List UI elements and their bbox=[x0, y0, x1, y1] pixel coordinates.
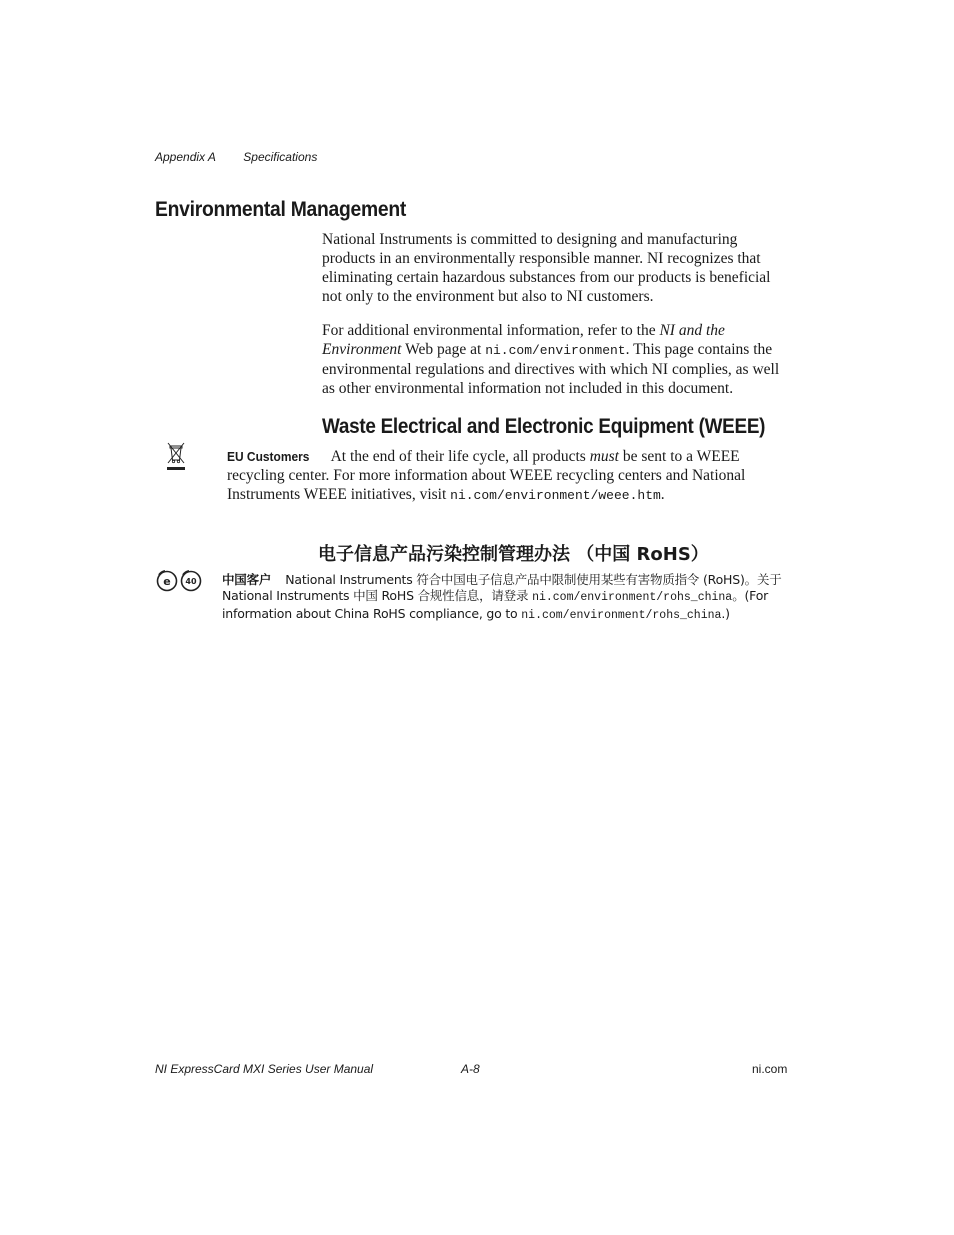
china-rohs-paragraph bbox=[222, 572, 792, 624]
running-header bbox=[155, 150, 317, 164]
china-customers-label: 中国客户 bbox=[222, 572, 272, 587]
rohs-china-link-1[interactable]: ni.com/environment/rohs_china bbox=[532, 591, 733, 604]
rohs-40-text: 40 bbox=[185, 577, 197, 586]
rohs-china-link-2[interactable]: ni.com/environment/rohs_china bbox=[521, 609, 722, 622]
env-para-2-italic: NI and the Environment bbox=[322, 322, 725, 358]
weee-paragraph bbox=[227, 447, 787, 505]
eu-customers-label: EU Customers bbox=[227, 449, 310, 464]
china-text-c: .) bbox=[721, 606, 730, 621]
rohs-e-icon bbox=[158, 571, 177, 591]
rohs-40-icon bbox=[182, 571, 201, 591]
footer-manual-title: NI ExpressCard MXI Series User Manual bbox=[155, 1062, 374, 1076]
china-rohs-icons bbox=[156, 569, 202, 593]
weee-link[interactable]: ni.com/environment/weee.htm bbox=[450, 488, 661, 503]
env-para-2-text-a: For additional environmental information, refer to the bbox=[322, 322, 660, 339]
header-section: Specifications bbox=[243, 150, 318, 164]
weee-bin-icon bbox=[164, 440, 188, 472]
weee-text-italic: must bbox=[589, 448, 619, 465]
env-para-2 bbox=[322, 321, 786, 398]
rohs-e-text: e bbox=[163, 575, 171, 588]
weee-text-b: be sent to a WEEE recycling center. For more information about WEEE recycling centers and National Instruments WEEE initiatives, visit bbox=[227, 448, 746, 503]
header-chapter: Appendix A bbox=[155, 150, 216, 164]
environment-link[interactable]: ni.com/environment bbox=[485, 343, 626, 358]
weee-text-c: . bbox=[660, 486, 665, 503]
env-para-2-text-c: . This page contains the environmental regulations and directives with which NI complies, as well as other environmental information not included in this document. bbox=[322, 341, 780, 397]
weee-title: Waste Electrical and Electronic Equipment (WEEE) bbox=[322, 415, 766, 438]
env-para-2-text-b: Web page at bbox=[401, 341, 486, 358]
china-rohs-title: 电子信息产品污染控制管理办法 （中国 RoHS） bbox=[318, 544, 709, 565]
weee-text-a: At the end of their life cycle, all products bbox=[330, 448, 590, 465]
footer-website[interactable]: ni.com bbox=[752, 1062, 788, 1076]
china-text-a: National Instruments 符合中国电子信息产品中限制使用某些有害物质指令 (RoHS)。关于 National Instruments 中国 RoHS 合规性信息，请登录 bbox=[222, 572, 782, 603]
footer-page-number: A-8 bbox=[461, 1062, 480, 1076]
env-para-1: National Instruments is committed to designing and manufacturing products in an environmentally responsible manner. NI recognizes that eliminating certain hazardous substances from our products is beneficial not only to the environment but also to NI customers. bbox=[322, 231, 771, 305]
china-text-b: 。(For information about China RoHS compliance, go to bbox=[222, 588, 769, 621]
env-management-title: Environmental Management bbox=[155, 198, 407, 221]
